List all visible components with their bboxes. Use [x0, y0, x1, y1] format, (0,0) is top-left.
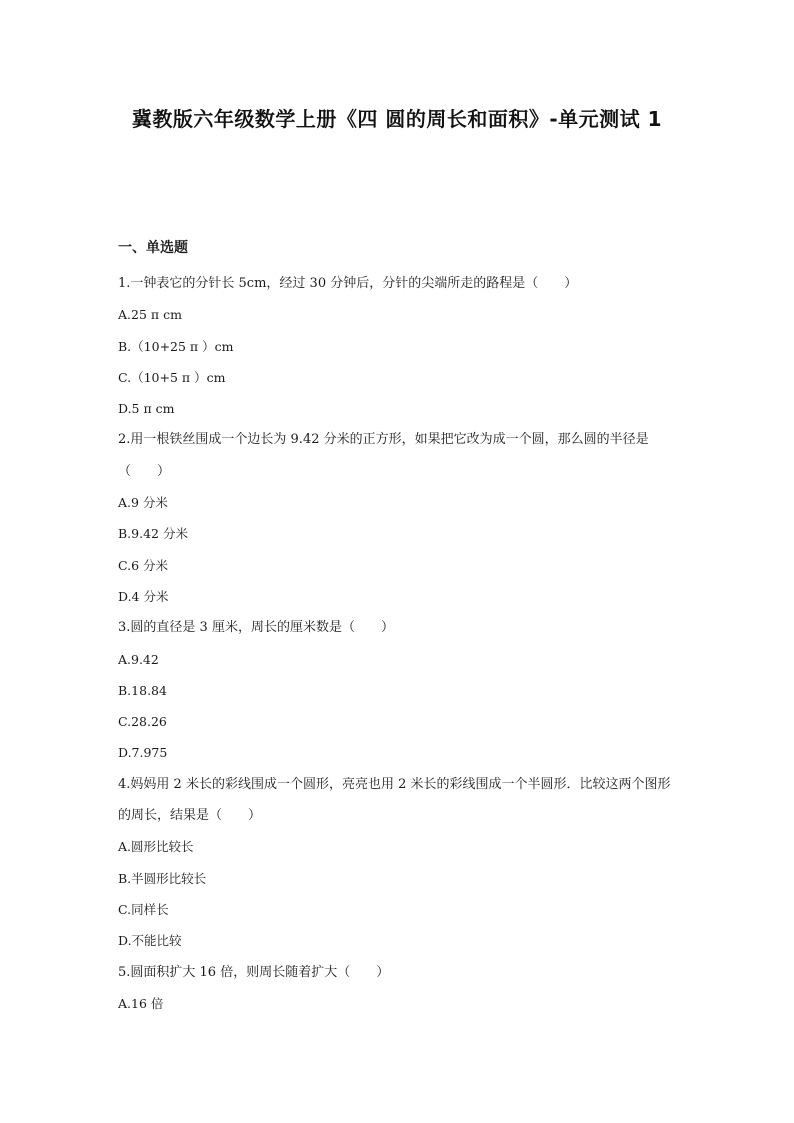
section-heading: 一、单选题	[118, 240, 188, 256]
question-3-option-d: D.7.975	[118, 745, 168, 761]
question-block-5	[118, 957, 683, 1020]
question-4-option-a: A.圆形比较长	[118, 839, 194, 855]
question-3-option-a: A.9.42	[118, 651, 159, 667]
question-block-1	[118, 268, 683, 424]
question-4-text: 4.妈妈用 2 米长的彩线围成一个圆形，亮亮也用 2 米长的彩线围成一个半圆形．比较这两个图形的周长，结果是（ ）	[118, 776, 671, 824]
question-4-option-d: D.不能比较	[118, 933, 182, 949]
question-2-option-c: C.6 分米	[118, 557, 169, 573]
question-block-4	[118, 769, 683, 957]
question-4-option-c: C.同样长	[118, 901, 169, 917]
question-block-3	[118, 612, 683, 768]
question-1-option-b: B.（10+25 π ）cm	[118, 338, 234, 354]
question-2-option-b: B.9.42 分米	[118, 526, 188, 542]
question-2-option-d: D.4 分米	[118, 588, 169, 604]
question-3-option-c: C.28.26	[118, 714, 167, 730]
question-5-option-a: A.16 倍	[118, 995, 164, 1011]
question-block-2	[118, 424, 683, 612]
question-2-option-a: A.9 分米	[118, 495, 168, 511]
question-2-text: 2.用一根铁丝围成一个边长为 9.42 分米的正方形，如果把它改为成一个圆，那么圆的半径是（ ）	[118, 432, 649, 479]
question-1-option-d: D.5 π cm	[118, 401, 175, 417]
document-body	[118, 237, 683, 1019]
question-5-text: 5.圆面积扩大 16 倍，则周长随着扩大（ ）	[118, 964, 390, 980]
question-1-option-c: C.（10+5 π ）cm	[118, 369, 226, 385]
question-3-option-b: B.18.84	[118, 682, 167, 698]
question-1-text: 1.一钟表它的分针长 5cm，经过 30 分钟后，分针的尖端所走的路程是（ ）	[118, 276, 578, 291]
question-1-option-a: A.25 π cm	[118, 307, 182, 323]
document-title: 冀教版六年级数学上册《四 圆的周长和面积》-单元测试 1	[131, 107, 663, 131]
question-3-text: 3.圆的直径是 3 厘米，周长的厘米数是（ ）	[118, 620, 394, 636]
question-4-option-b: B.半圆形比较长	[118, 870, 207, 886]
